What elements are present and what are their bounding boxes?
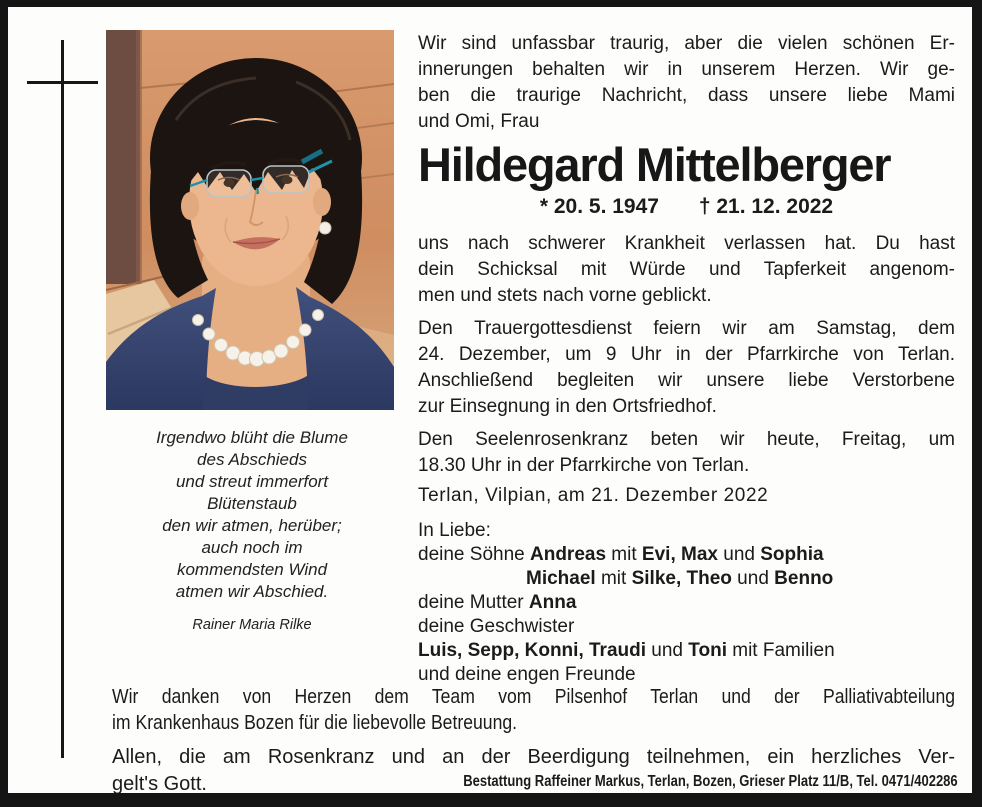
portrait-photo-drawing bbox=[106, 30, 394, 410]
poem-line: kommendsten Wind bbox=[176, 560, 328, 579]
thanks-paragraph bbox=[112, 685, 955, 736]
mourner-name: Toni bbox=[688, 640, 727, 661]
place-dateline: Terlan, Vilpian, am 21. Dezember 2022 bbox=[418, 485, 769, 506]
thanks-line: Wir danken von Herzen dem Team vom Pilsenhof Terlan und der Palliativabteilung bbox=[112, 686, 956, 708]
mourners-text: mit bbox=[595, 568, 632, 589]
mourners-line-siblings-label: deine Geschwister bbox=[418, 616, 575, 637]
rosary-line: 18.30 Uhr in der Pfarrkirche von Terlan. bbox=[418, 455, 750, 476]
intro-line: Wir sind unfassbar traurig, aber die vielen schönen Er- bbox=[418, 33, 955, 54]
poem-author: Rainer Maria Rilke bbox=[192, 617, 312, 633]
service-line: Anschließend begleiten wir unsere liebe Verstorbene bbox=[418, 370, 955, 391]
rosary-paragraph bbox=[418, 427, 955, 479]
mourners-line-friends: und deine engen Freunde bbox=[418, 664, 636, 685]
mourner-name: Benno bbox=[774, 568, 834, 589]
mourner-name: Michael bbox=[526, 568, 596, 589]
mourners-line-sons1 bbox=[418, 543, 955, 567]
mourners-text: deine Söhne bbox=[418, 544, 530, 565]
thanks-line: im Krankenhaus Bozen für die liebevolle Betreuung. bbox=[112, 711, 518, 734]
mourner-name: Evi, Max bbox=[641, 544, 718, 565]
service-paragraph bbox=[418, 316, 955, 420]
mourners-line-sons2 bbox=[418, 567, 955, 591]
intro-line: innerungen behalten wir in unserem Herzen. Wir ge- bbox=[418, 59, 955, 80]
illness-paragraph bbox=[418, 231, 955, 309]
poem-line: den wir atmen, herüber; bbox=[162, 516, 342, 535]
death-date: † 21. 12. 2022 bbox=[698, 195, 834, 218]
mourner-name: Silke, Theo bbox=[631, 568, 732, 589]
thanks-line: gelt's Gott. bbox=[112, 772, 207, 795]
poem-block bbox=[104, 427, 400, 636]
mourners-text: und bbox=[717, 544, 761, 565]
mourner-name: Andreas bbox=[530, 544, 607, 565]
mourners-line-mother bbox=[418, 591, 955, 615]
mourners-text: und bbox=[646, 640, 689, 661]
poem-line: Irgendwo blüht die Blume bbox=[156, 428, 348, 447]
poem-line: des Abschieds bbox=[197, 450, 307, 469]
intro-paragraph bbox=[418, 31, 955, 135]
mourner-name: Anna bbox=[528, 592, 577, 613]
mourner-name: Luis, Sepp, Konni, Traudi bbox=[418, 640, 647, 661]
rosary-line: Den Seelenrosenkranz beten wir heute, Freitag, um bbox=[418, 429, 955, 450]
poem-line: und streut immerfort bbox=[175, 472, 329, 491]
portrait-photo bbox=[106, 30, 394, 410]
mourners-text: und bbox=[731, 568, 775, 589]
service-line: zur Einsegnung in den Ortsfriedhof. bbox=[418, 396, 717, 417]
poem-line: atmen wir Abschied. bbox=[175, 582, 329, 601]
illness-line: dein Schicksal mit Würde und Tapferkeit angenom- bbox=[418, 259, 955, 280]
mourner-name: Sophia bbox=[760, 544, 824, 565]
service-line: 24. Dezember, um 9 Uhr in der Pfarrkirche von Terlan. bbox=[418, 344, 955, 365]
life-dates bbox=[418, 195, 955, 219]
notice-column bbox=[418, 31, 955, 687]
birth-date: * 20. 5. 1947 bbox=[539, 195, 659, 218]
poem-line: auch noch im bbox=[201, 538, 303, 557]
mourners-text: deine Mutter bbox=[418, 592, 529, 613]
service-line: Den Trauergottesdienst feiern wir am Samstag, dem bbox=[418, 318, 955, 339]
illness-line: uns nach schwerer Krankheit verlassen hat. Du hast bbox=[418, 233, 955, 254]
illness-line: men und stets nach vorne geblickt. bbox=[418, 285, 712, 306]
funeral-home-info: Bestattung Raffeiner Markus, Terlan, Bozen, Grieser Platz 11/B, Tel. 0471/402286 bbox=[463, 773, 958, 790]
mourners-text: mit Familien bbox=[726, 640, 835, 661]
mourners-line-siblings bbox=[418, 639, 955, 663]
memorial-cross-horizontal-bar bbox=[27, 81, 98, 84]
mourners-block bbox=[418, 519, 955, 687]
deceased-name: Hildegard Mittelberger bbox=[418, 138, 891, 191]
thanks-line: Allen, die am Rosenkranz und an der Beerdigung teilnehmen, ein herzliches Ver- bbox=[112, 746, 955, 768]
intro-line: ben die traurige Nachricht, dass unsere liebe Mami bbox=[418, 85, 955, 106]
intro-line: und Omi, Frau bbox=[418, 111, 540, 132]
salutation: In Liebe: bbox=[418, 520, 491, 541]
memorial-cross-vertical-bar bbox=[61, 40, 64, 758]
mourners-text: mit bbox=[606, 544, 642, 565]
poem-line: Blütenstaub bbox=[207, 494, 297, 513]
